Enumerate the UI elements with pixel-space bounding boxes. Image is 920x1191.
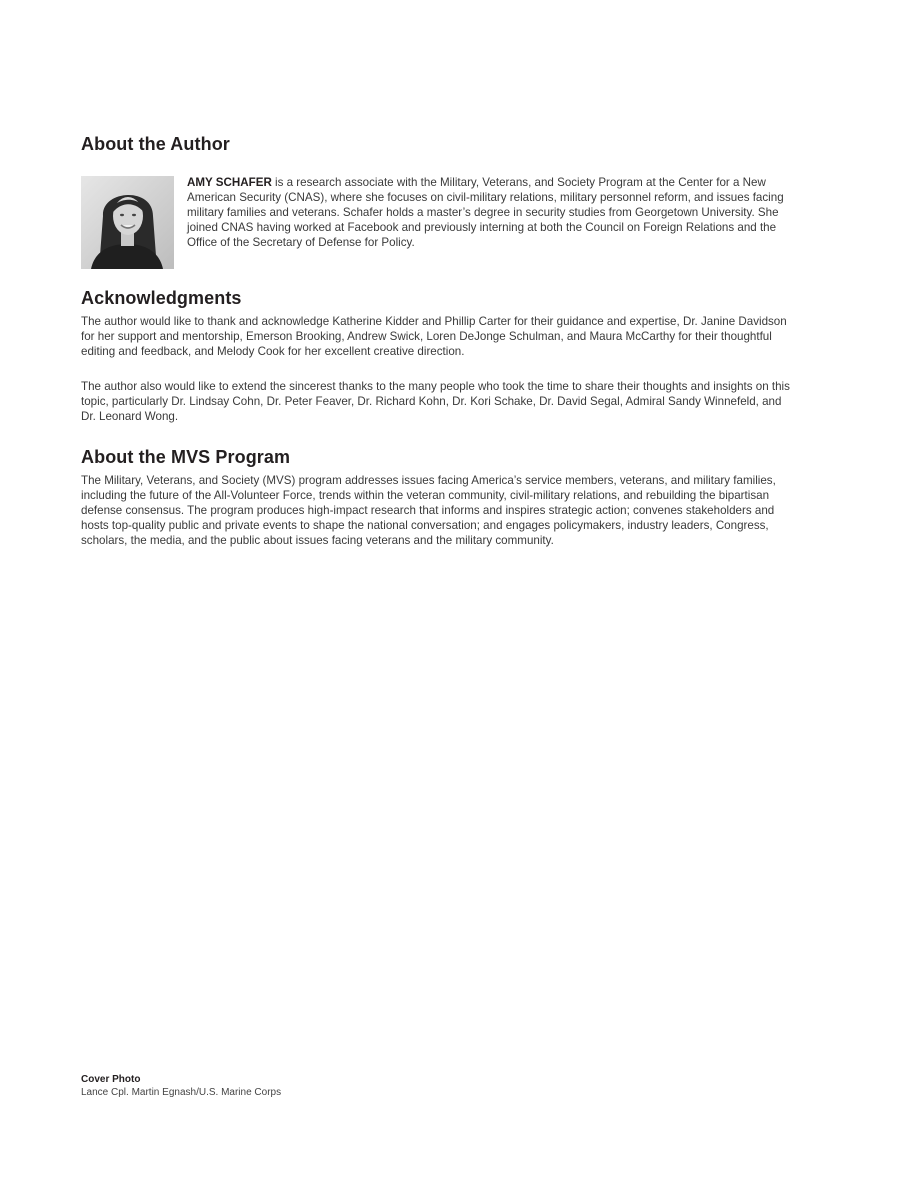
author-portrait-image [81,176,174,269]
author-name: AMY SCHAFER [187,176,272,189]
cover-photo-label: Cover Photo [81,1074,141,1085]
author-bio [187,175,787,250]
about-program-text: The Military, Veterans, and Society (MVS) program addresses issues facing America’s service members, veterans, and military families, including the future of the All-Volunteer Force, trends within the veteran community, civil-military relations, and rebuilding the bipartisan defense consensus. The program produces high-impact research that informs and inspires strategic action; convenes stakeholders and hosts top-quality public and private events to shape the national conversation; and engages policymakers, industry leaders, Congress, scholars, the media, and the public about issues facing veterans and the military community. [81,474,776,547]
acknowledgments-paragraph-2: The author also would like to extend the sincerest thanks to the many people who took the time to share their thoughts and insights on this topic, particularly Dr. Lindsay Cohn, Dr. Peter Feaver, Dr. Richard Kohn, Dr. Kori Schake, Dr. David Segal, Admiral Sandy Winnefeld, and Dr. Leonard Wong. [81,380,790,423]
acknowledgments-paragraph-1: The author would like to thank and acknowledge Katherine Kidder and Phillip Carter for their guidance and expertise, Dr. Janine Davidson for her support and mentorship, Emerson Brooking, Andrew Swick, Loren DeJonge Schulman, and Maura McCarthy for their thoughtful editing and feedback, and Melody Cook for her excellent creative direction. [81,315,787,358]
acknowledgments-heading: Acknowledgments [81,288,242,308]
about-program-heading: About the MVS Program [81,447,291,467]
about-author-heading: About the Author [81,134,230,154]
author-bio-text: is a research associate with the Military, Veterans, and Society Program at the Center for a New American Security (CNAS), where she focuses on civil-military relations, military personnel reform, and issues facing military families and veterans. Schafer holds a master’s degree in security studies from Georgetown University. She joined CNAS having worked at Facebook and previously interning at both the Council on Foreign Relations and the Office of the Secretary of Defense for Policy. [187,176,784,249]
cover-photo-credit: Lance Cpl. Martin Egnash/U.S. Marine Corps [81,1087,282,1098]
author-photo [81,176,174,269]
